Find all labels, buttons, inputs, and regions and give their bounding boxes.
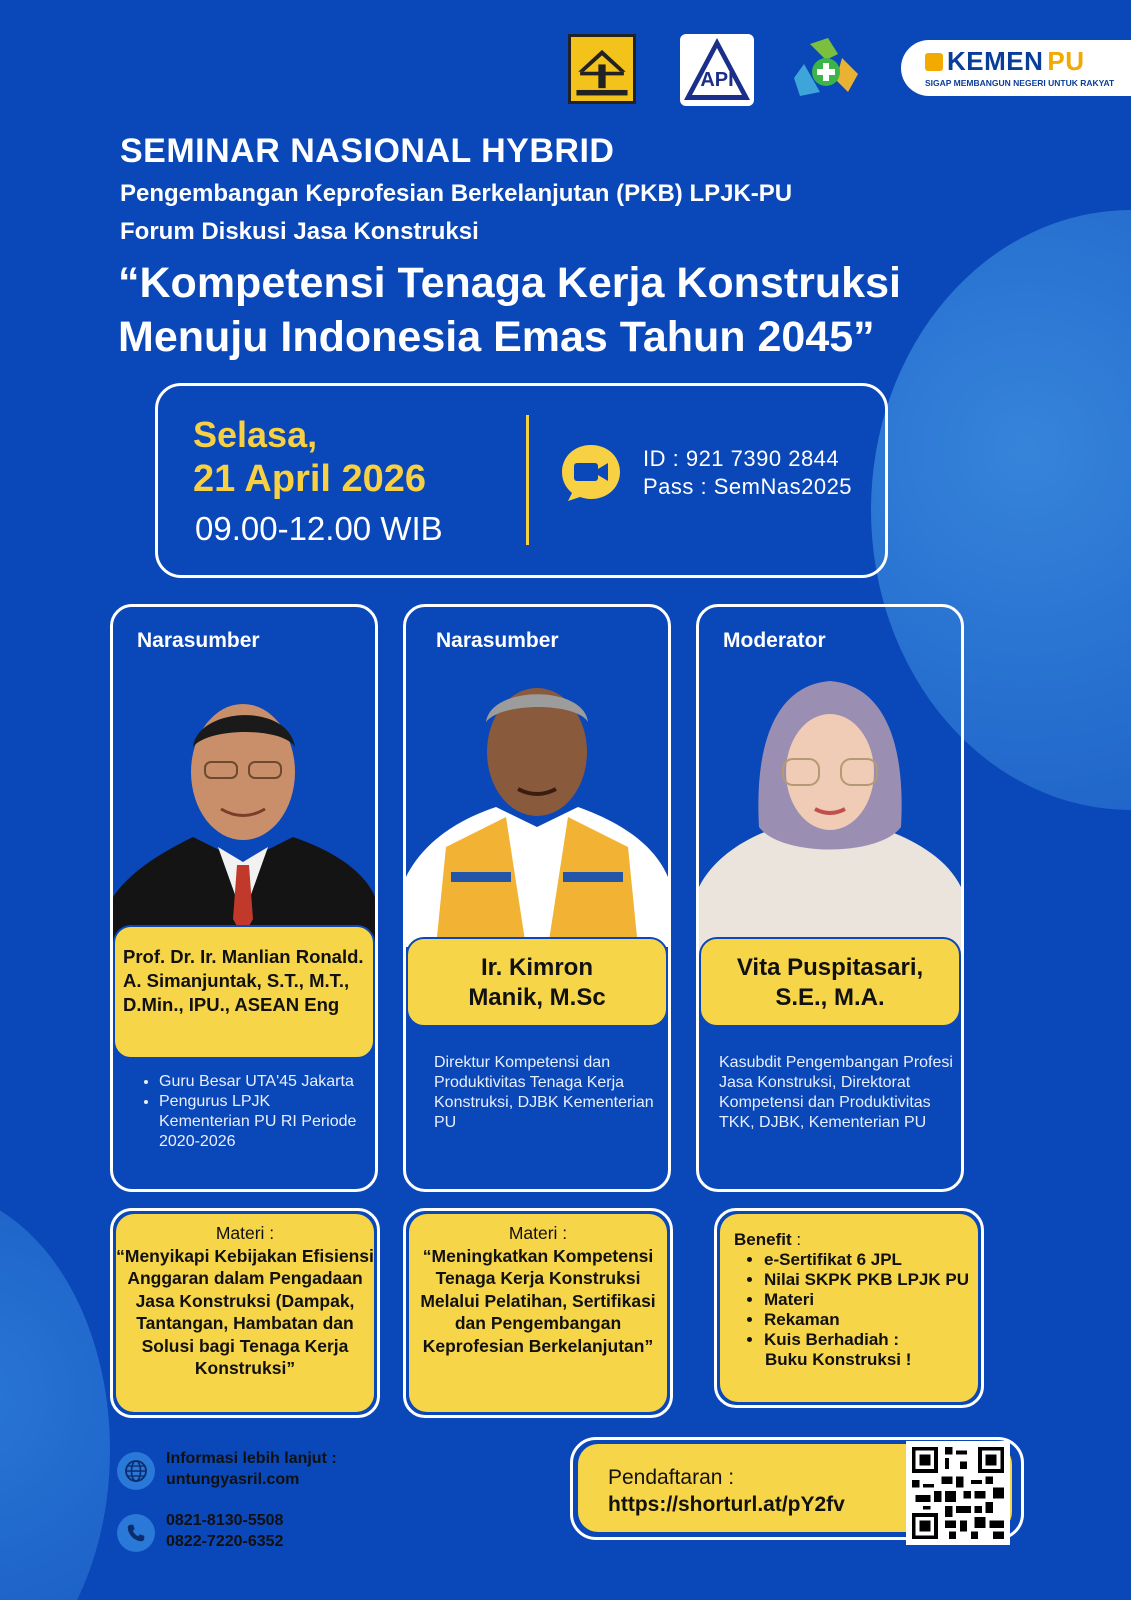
speaker-role: Moderator [723, 629, 826, 652]
speaker-description [137, 1072, 357, 1152]
phone-numbers [166, 1510, 283, 1552]
materi-label: Materi : [508, 1223, 568, 1243]
speaker-bullet: • Pengurus LPJK Kementerian PU RI Periode 2020-2026 [159, 1092, 357, 1152]
speaker-role: Narasumber [436, 629, 559, 652]
kemenpu-tagline: SIGAP MEMBANGUN NEGERI UNTUK RAKYAT [925, 78, 1115, 88]
meeting-id: ID : 921 7390 2844 [643, 446, 840, 471]
recycle-logo [790, 34, 864, 104]
benefit-list [734, 1250, 978, 1350]
seminar-title: SEMINAR NASIONAL HYBRID [120, 132, 615, 170]
phone-icon [117, 1514, 155, 1552]
event-time: 09.00-12.00 WIB [195, 510, 443, 547]
kemenpu-mark-icon [925, 53, 943, 71]
api-logo [680, 34, 754, 106]
benefit-box: Benefit : • e-Sertifikat 6 JPL • Nilai SKPK PKB LPJK PU • Materi • Rekaman • Kuis Berhadiah : Buku Konstruksi ! [714, 1208, 984, 1408]
globe-icon [117, 1452, 155, 1490]
materi-box-2 [403, 1208, 673, 1418]
event-date: 21 April 2026 [193, 458, 427, 500]
video-camera-icon [560, 443, 622, 503]
speaker-photo [406, 667, 668, 947]
benefit-item: • e-Sertifikat 6 JPL [764, 1250, 978, 1270]
info-contact: Informasi lebih lanjut : untungyasril.com [166, 1450, 337, 1488]
speaker-role: Narasumber [137, 629, 260, 652]
forum-title: Forum Diskusi Jasa Konstruksi [120, 218, 479, 245]
benefit-item: • Nilai SKPK PKB LPJK PU [764, 1270, 978, 1290]
phone-number[interactable]: 0821-8130-5508 [166, 1512, 284, 1529]
svg-text:API: API [700, 69, 734, 91]
speaker-card-3 [696, 604, 964, 1192]
decor-circle-left [0, 1190, 110, 1600]
qr-code-icon[interactable] [906, 1441, 1010, 1545]
seminar-subtitle: Pengembangan Keprofesian Berkelanjutan (PKB) LPJK-PU [120, 180, 793, 207]
meeting-passcode: Pass : SemNas2025 [643, 474, 853, 499]
materi-label: Materi : [215, 1223, 275, 1243]
speaker-card-2 [403, 604, 671, 1192]
phone-number[interactable]: 0822-7220-6352 [166, 1533, 284, 1550]
theme-title: “Kompetensi Tenaga Kerja Konstruksi Menuju Indonesia Emas Tahun 2045” [118, 259, 901, 361]
speaker-photo [699, 667, 961, 957]
speaker-name: Vita Puspitasari, S.E., M.A. [699, 937, 961, 1027]
benefit-item: • Rekaman [764, 1310, 978, 1330]
speaker-card-1 [110, 604, 378, 1192]
benefit-label: Benefit [734, 1230, 792, 1249]
benefit-extra: Buku Konstruksi ! [765, 1350, 912, 1369]
kemenpu-logo: KEMEN PU SIGAP MEMBANGUN NEGERI UNTUK RAKYAT [901, 40, 1131, 96]
materi-box-1 [110, 1208, 380, 1418]
event-day: Selasa, [193, 414, 318, 455]
speaker-description: Kasubdit Pengembangan Profesi Jasa Konstruksi, Direktorat Kompetensi dan Produktivitas TKK, DJBK, Kementerian PU [719, 1054, 953, 1131]
registration-link[interactable]: https://shorturl.at/pY2fv [608, 1493, 845, 1516]
materi-text: “Menyikapi Kebijakan Efisiensi Anggaran dalam Pengadaan Jasa Konstruksi (Dampak, Tantangan, Hambatan dan Solusi bagi Tenaga Kerja Konstruksi” [116, 1245, 374, 1378]
benefit-item: • Kuis Berhadiah : [764, 1330, 978, 1350]
info-divider [526, 415, 529, 545]
info-website[interactable]: untungyasril.com [166, 1471, 300, 1488]
speaker-photo [113, 687, 375, 947]
materi-text: “Meningkatkan Kompetensi Tenaga Kerja Konstruksi Melalui Pelatihan, Sertifikasi dan Pengembangan Keprofesian Berkelanjutan” [420, 1245, 656, 1356]
building-logo [568, 34, 636, 104]
speaker-bullet: • Guru Besar UTA'45 Jakarta [159, 1072, 357, 1092]
registration-label: Pendaftaran : [608, 1466, 735, 1489]
speaker-name: Prof. Dr. Ir. Manlian Ronald. A. Simanjuntak, S.T., M.T., D.Min., IPU., ASEAN Eng [113, 925, 375, 1059]
speaker-name: Ir. Kimron Manik, M.Sc [406, 937, 668, 1027]
speaker-description: Direktur Kompetensi dan Produktivitas Tenaga Kerja Konstruksi, DJBK Kementerian PU [434, 1054, 654, 1131]
benefit-item: • Materi [764, 1290, 978, 1310]
